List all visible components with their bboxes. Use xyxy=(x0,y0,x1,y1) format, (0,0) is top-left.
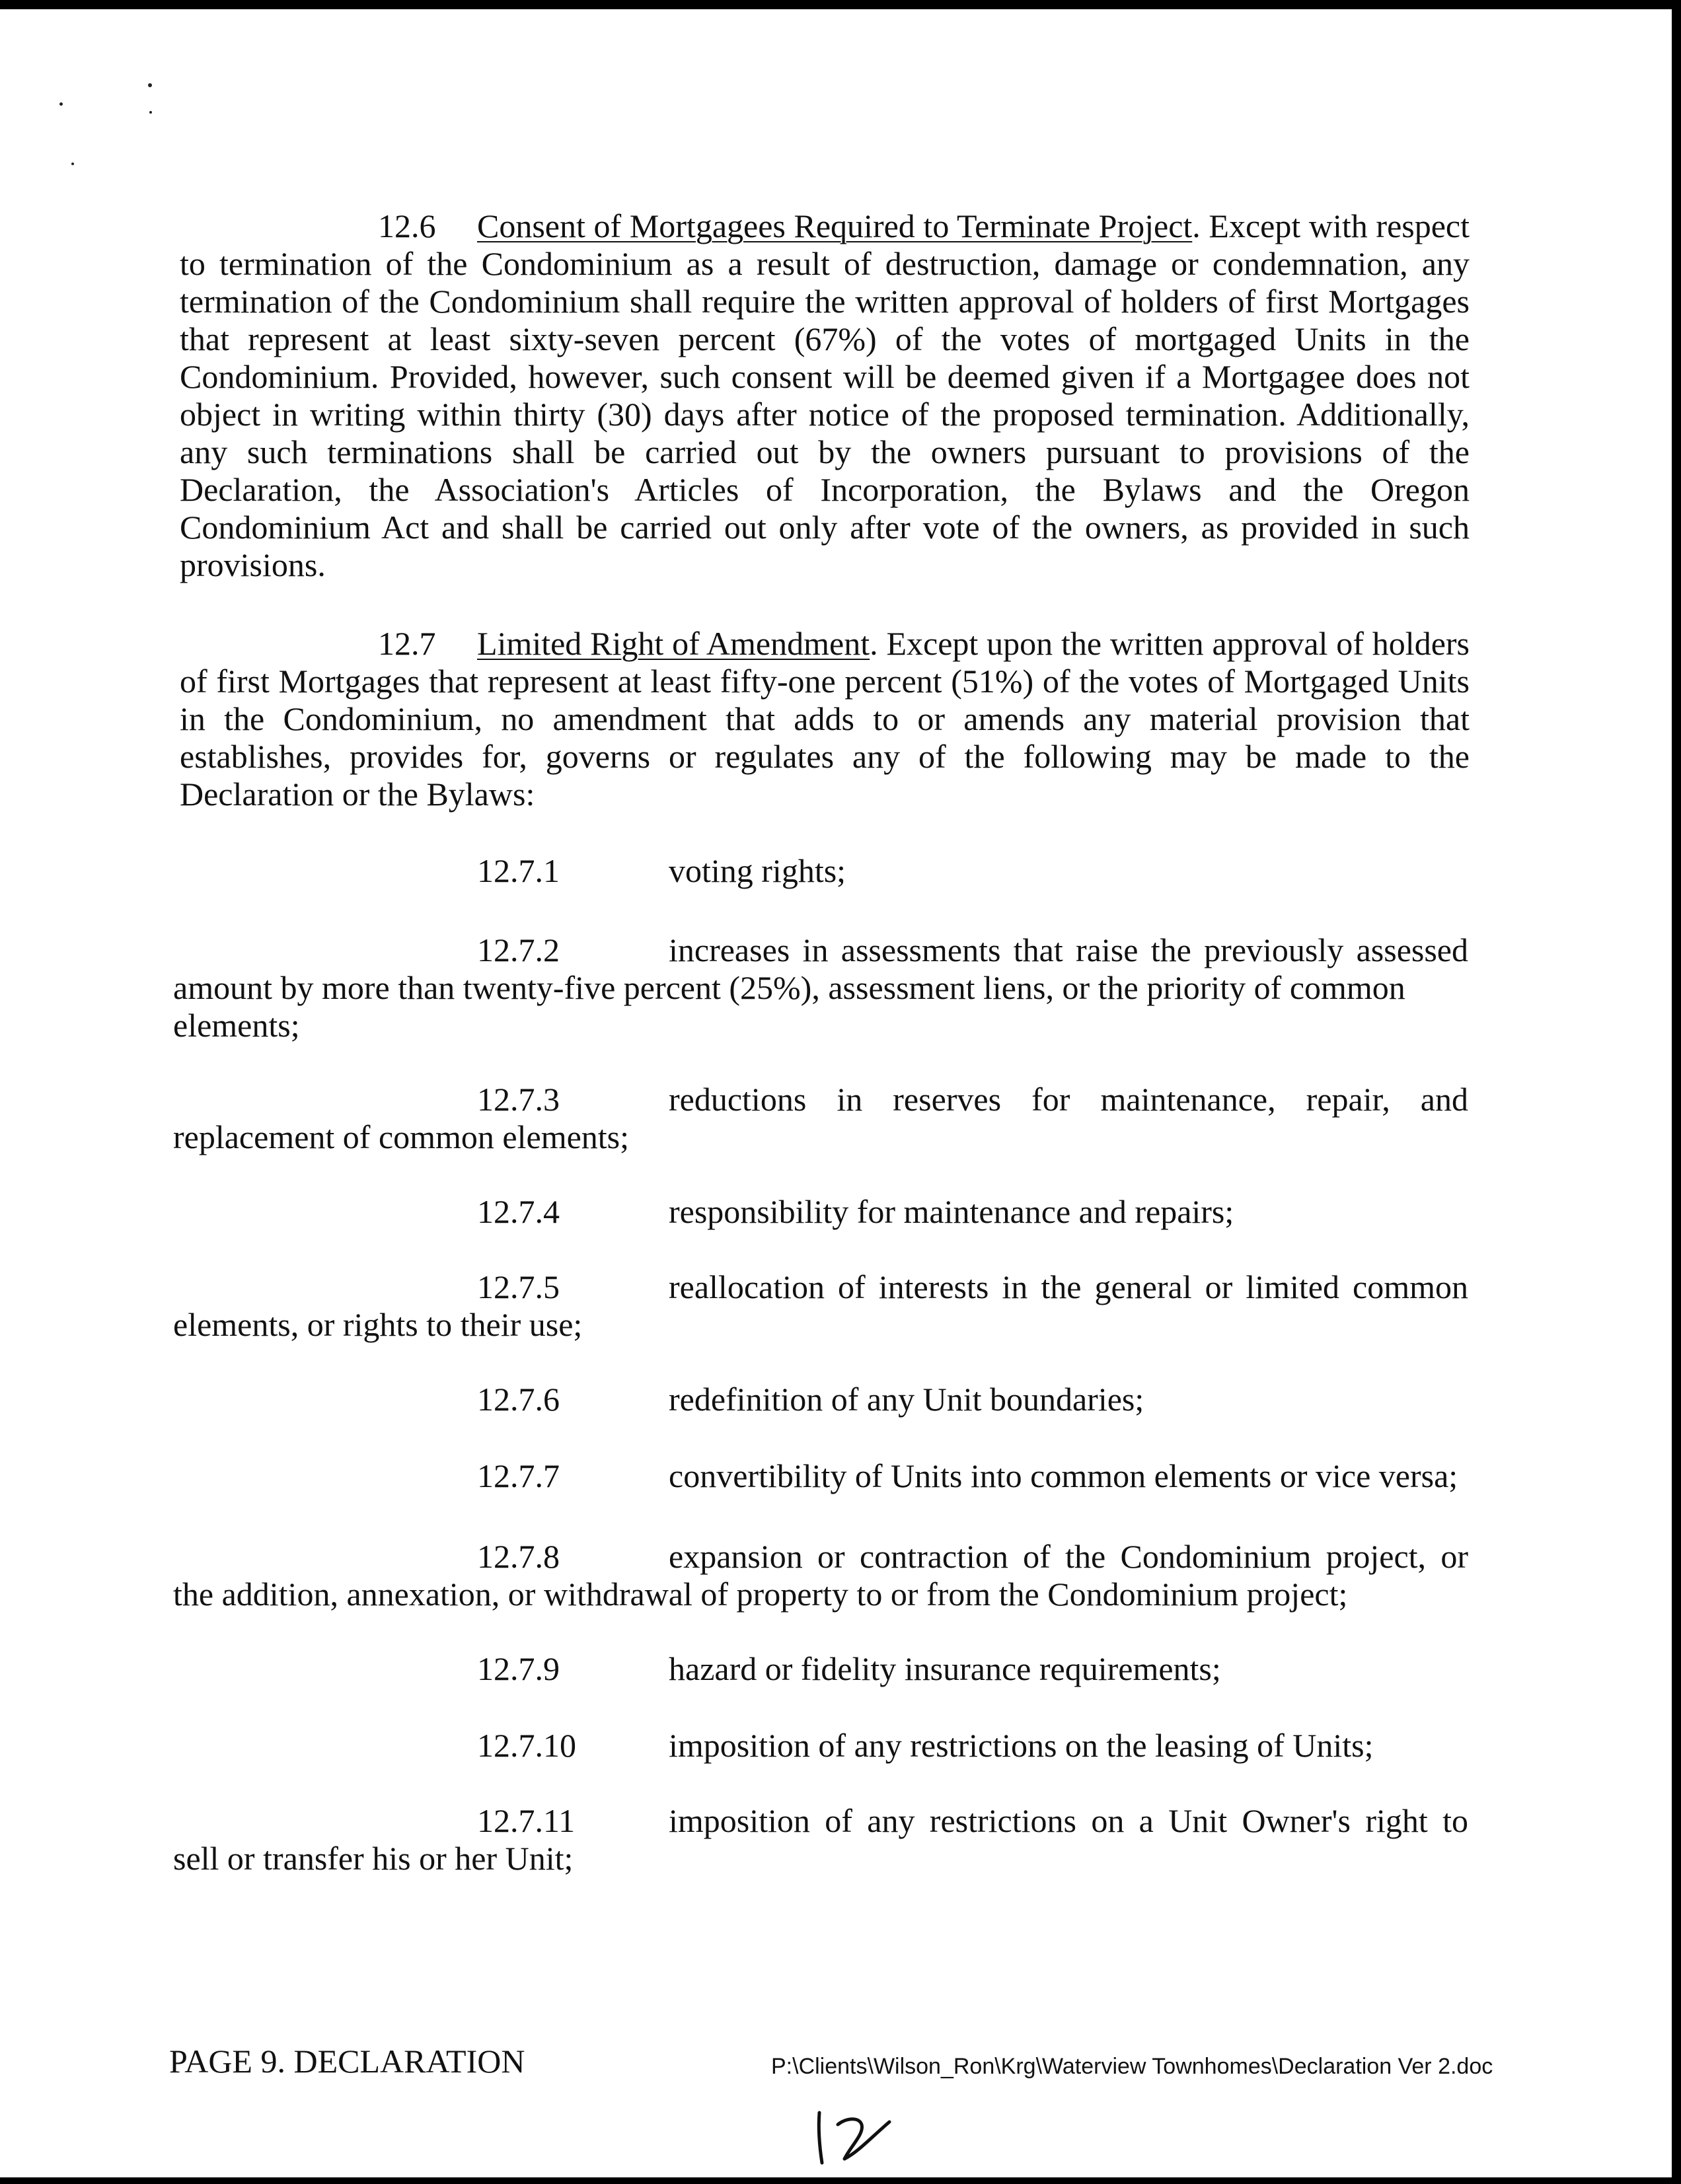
section-number: 12.6 xyxy=(378,207,436,244)
item-text: reductions in reserves for maintenance, repair, and xyxy=(669,1081,1468,1118)
item-text: imposition of any restrictions on the leasing of Units; xyxy=(669,1727,1374,1764)
list-item xyxy=(173,852,1468,890)
list-item xyxy=(173,1268,1468,1344)
item-text: responsibility for maintenance and repairs; xyxy=(669,1193,1234,1230)
scan-speck xyxy=(149,111,152,114)
list-item xyxy=(173,1650,1468,1688)
item-number: 12.7.4 xyxy=(477,1193,560,1230)
item-number: 12.7.8 xyxy=(477,1538,560,1575)
item-continuation: elements, or rights to their use; xyxy=(173,1306,583,1343)
list-item xyxy=(173,1081,1468,1156)
scan-border-bottom xyxy=(0,2177,1681,2184)
list-item xyxy=(173,1538,1468,1613)
section-12-7 xyxy=(180,625,1470,813)
section-body: . Except upon the written approval of holders of first Mortgages that represent at least fifty-one percent (51%) of the votes of Mortgaged Units in the Condominium, no amendment that adds to or amends any material provision that establishes, provides for, governs or regulates any of the following may be made to the Declaration or the Bylaws: xyxy=(180,625,1470,813)
item-text: increases in assessments that raise the previously assessed xyxy=(669,931,1468,968)
item-number: 12.7.2 xyxy=(477,931,560,968)
item-text: imposition of any restrictions on a Unit Owner's right to xyxy=(669,1802,1468,1839)
item-number: 12.7.5 xyxy=(477,1268,560,1305)
item-number: 12.7.11 xyxy=(477,1802,576,1839)
item-text: voting rights; xyxy=(669,852,846,889)
section-title: Consent of Mortgagees Required to Terminate Project xyxy=(477,207,1193,244)
scan-border-right xyxy=(1672,0,1681,2184)
section-title: Limited Right of Amendment xyxy=(477,625,870,662)
scan-speck xyxy=(148,83,152,87)
item-number: 12.7.1 xyxy=(477,852,560,889)
item-continuation: replacement of common elements; xyxy=(173,1118,630,1155)
item-text: redefinition of any Unit boundaries; xyxy=(669,1381,1144,1418)
item-continuation: the addition, annexation, or withdrawal of property to or from the Condominium project; xyxy=(173,1576,1348,1613)
section-number: 12.7 xyxy=(378,625,436,662)
item-text: hazard or fidelity insurance requirements; xyxy=(669,1650,1221,1687)
list-item xyxy=(173,1802,1468,1877)
scan-border-top xyxy=(0,0,1681,9)
list-item xyxy=(173,1193,1468,1231)
item-continuation: sell or transfer his or her Unit; xyxy=(173,1840,574,1877)
list-item xyxy=(173,1727,1468,1765)
item-text: expansion or contraction of the Condominium project, or xyxy=(669,1538,1468,1575)
item-text: convertibility of Units into common elements or vice versa; xyxy=(669,1457,1458,1494)
item-number: 12.7.9 xyxy=(477,1650,560,1687)
scan-speck xyxy=(71,163,74,165)
section-12-6 xyxy=(180,207,1470,584)
scan-speck xyxy=(59,102,63,106)
item-number: 12.7.6 xyxy=(477,1381,560,1418)
file-path: P:\Clients\Wilson_Ron\Krg\Waterview Townhomes\Declaration Ver 2.doc xyxy=(771,2054,1493,2079)
handwritten-page-number xyxy=(805,2105,904,2171)
list-item xyxy=(173,1457,1468,1495)
item-continuation: amount by more than twenty-five percent (25%), assessment liens, or the priority of common elements; xyxy=(173,969,1405,1044)
item-number: 12.7.7 xyxy=(477,1457,560,1494)
item-number: 12.7.10 xyxy=(477,1727,576,1764)
list-item xyxy=(173,931,1468,1044)
page-label: PAGE 9. DECLARATION xyxy=(169,2043,525,2080)
list-item xyxy=(173,1381,1468,1418)
item-number: 12.7.3 xyxy=(477,1081,560,1118)
item-text: reallocation of interests in the general or limited common xyxy=(669,1268,1468,1305)
section-body: . Except with respect to termination of the Condominium as a result of destruction, damage or condemnation, any termination of the Condominium shall require the written approval of holders of first Mortgages that represent at least sixty-seven percent (67%) of the votes of mortgaged Units in the Condominium. Provided, however, such consent will be deemed given if a Mortgagee does not object in writing within thirty (30) days after notice of the proposed termination. Additionally, any such terminations shall be carried out by the owners pursuant to provisions of the Declaration, the Association's Articles of Incorporation, the Bylaws and the Oregon Condominium Act and shall be carried out only after vote of the owners, as provided in such provisions. xyxy=(180,207,1470,583)
